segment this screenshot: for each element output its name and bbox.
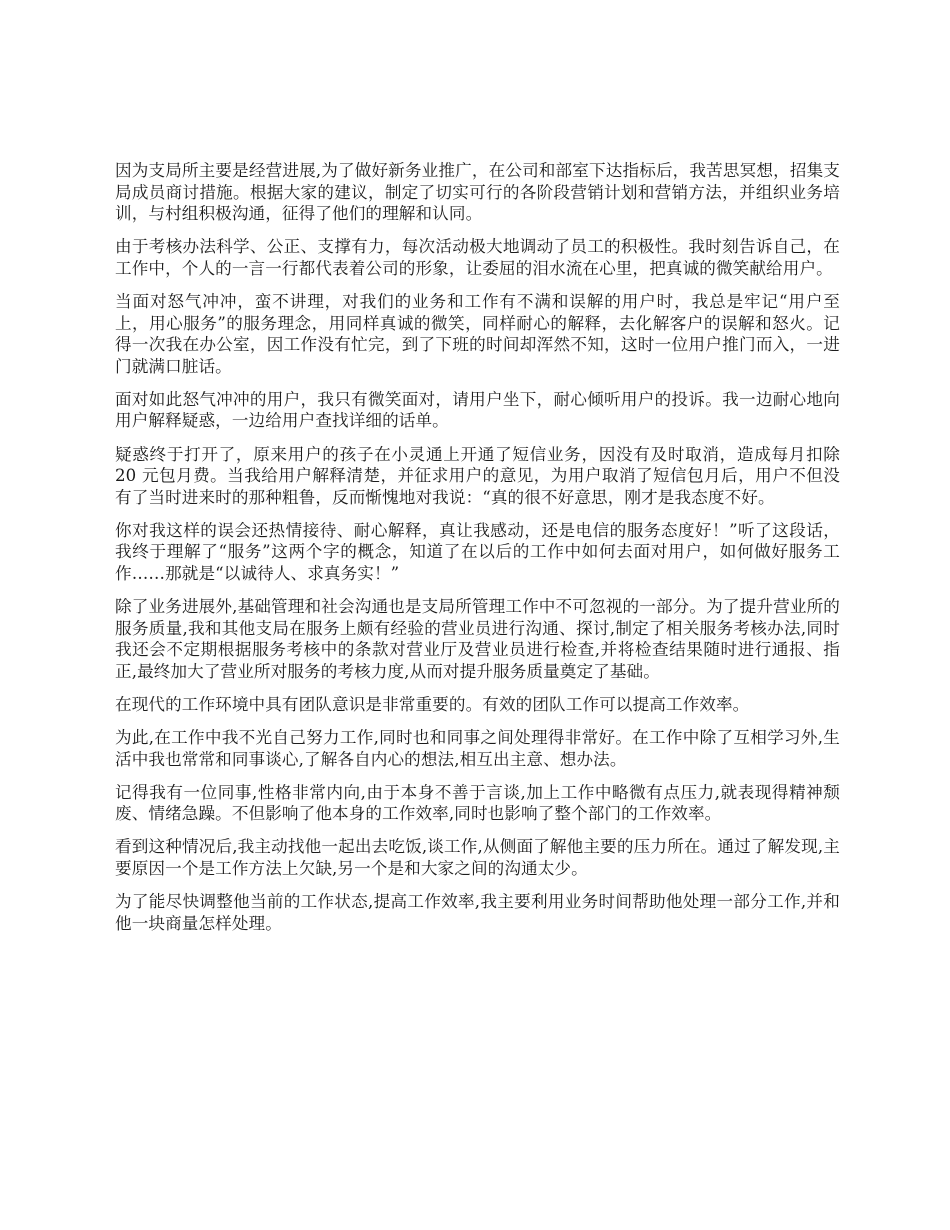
paragraph: 为此,在工作中我不光自己努力工作,同时也和同事之间处理得非常好。在工作中除了互相学习外,生活中我也常常和同事谈心,了解各自内心的想法,相互出主意、想办法。 <box>115 728 840 769</box>
document-body <box>115 160 840 946</box>
paragraph: 在现代的工作环境中具有团队意识是非常重要的。有效的团队工作可以提高工作效率。 <box>115 694 750 714</box>
paragraph: 为了能尽快调整他当前的工作状态,提高工作效率,我主要利用业务时间帮助他处理一部分工作,并和他一块商量怎样处理。 <box>115 892 840 933</box>
paragraph: 你对我这样的误会还热情接待、耐心解释，真让我感动，还是电信的服务态度好！”听了这段话，我终于理解了“服务”这两个字的概念，知道了在以后的工作中如何去面对用户，如何做好服务工作……那就是“以诚待人、求真务实！” <box>115 520 840 583</box>
paragraph: 除了业务进展外,基础管理和社会沟通也是支局所管理工作中不可忽视的一部分。为了提升营业所的服务质量,我和其他支局在服务上颇有经验的营业员进行沟通、探讨,制定了相关服务考核办法,同时我还会不定期根据服务考核中的条款对营业厅及营业员进行检查,并将检查结果随时进行通报、指正,最终加大了营业所对服务的考核力度,从而对提升服务质量奠定了基础。 <box>115 597 840 681</box>
paragraph: 当面对怒气冲冲，蛮不讲理，对我们的业务和工作有不满和误解的用户时，我总是牢记“用户至上，用心服务”的服务理念，用同样真诚的微笑，同样耐心的解释，去化解客户的误解和怒火。记得一次我在办公室，因工作没有忙完，到了下班的时间却浑然不知，这时一位用户推门而入，一进门就满口脏话。 <box>115 291 840 376</box>
paragraph: 看到这种情况后,我主动找他一起出去吃饭,谈工作,从侧面了解他主要的压力所在。通过了解发现,主要原因一个是工作方法上欠缺,另一个是和大家之间的沟通太少。 <box>115 837 840 879</box>
paragraph: 因为支局所主要是经营进展,为了做好新务业推广，在公司和部室下达指标后，我苦思冥想，招集支局成员商讨措施。根据大家的建议，制定了切实可行的各阶段营销计划和营销方法，并组织业务培训，与村组积极沟通，征得了他们的理解和认同。 <box>115 161 840 224</box>
paragraph: 记得我有一位同事,性格非常内向,由于本身不善于言谈,加上工作中略微有点压力,就表现得精神颓废、情绪急躁。不但影响了他本身的工作效率,同时也影响了整个部门的工作效率。 <box>115 782 840 824</box>
paragraph: 由于考核办法科学、公正、支撑有力，每次活动极大地调动了员工的积极性。我时刻告诉自己，在工作中，个人的一言一行都代表着公司的形象，让委屈的泪水流在心里，把真诚的微笑献给用户。 <box>115 237 840 278</box>
paragraph: 面对如此怒气冲冲的用户，我只有微笑面对，请用户坐下，耐心倾听用户的投诉。我一边耐心地向用户解释疑惑，一边给用户查找详细的话单。 <box>115 389 840 431</box>
paragraph: 疑惑终于打开了，原来用户的孩子在小灵通上开通了短信业务，因没有及时取消，造成每月扣除 20 元包月费。当我给用户解释清楚，并征求用户的意见，为用户取消了短信包月后，用户不但没有了当时进来时的那种粗鲁，反而惭愧地对我说：“真的很不好意思，刚才是我态度不好。 <box>115 444 840 507</box>
